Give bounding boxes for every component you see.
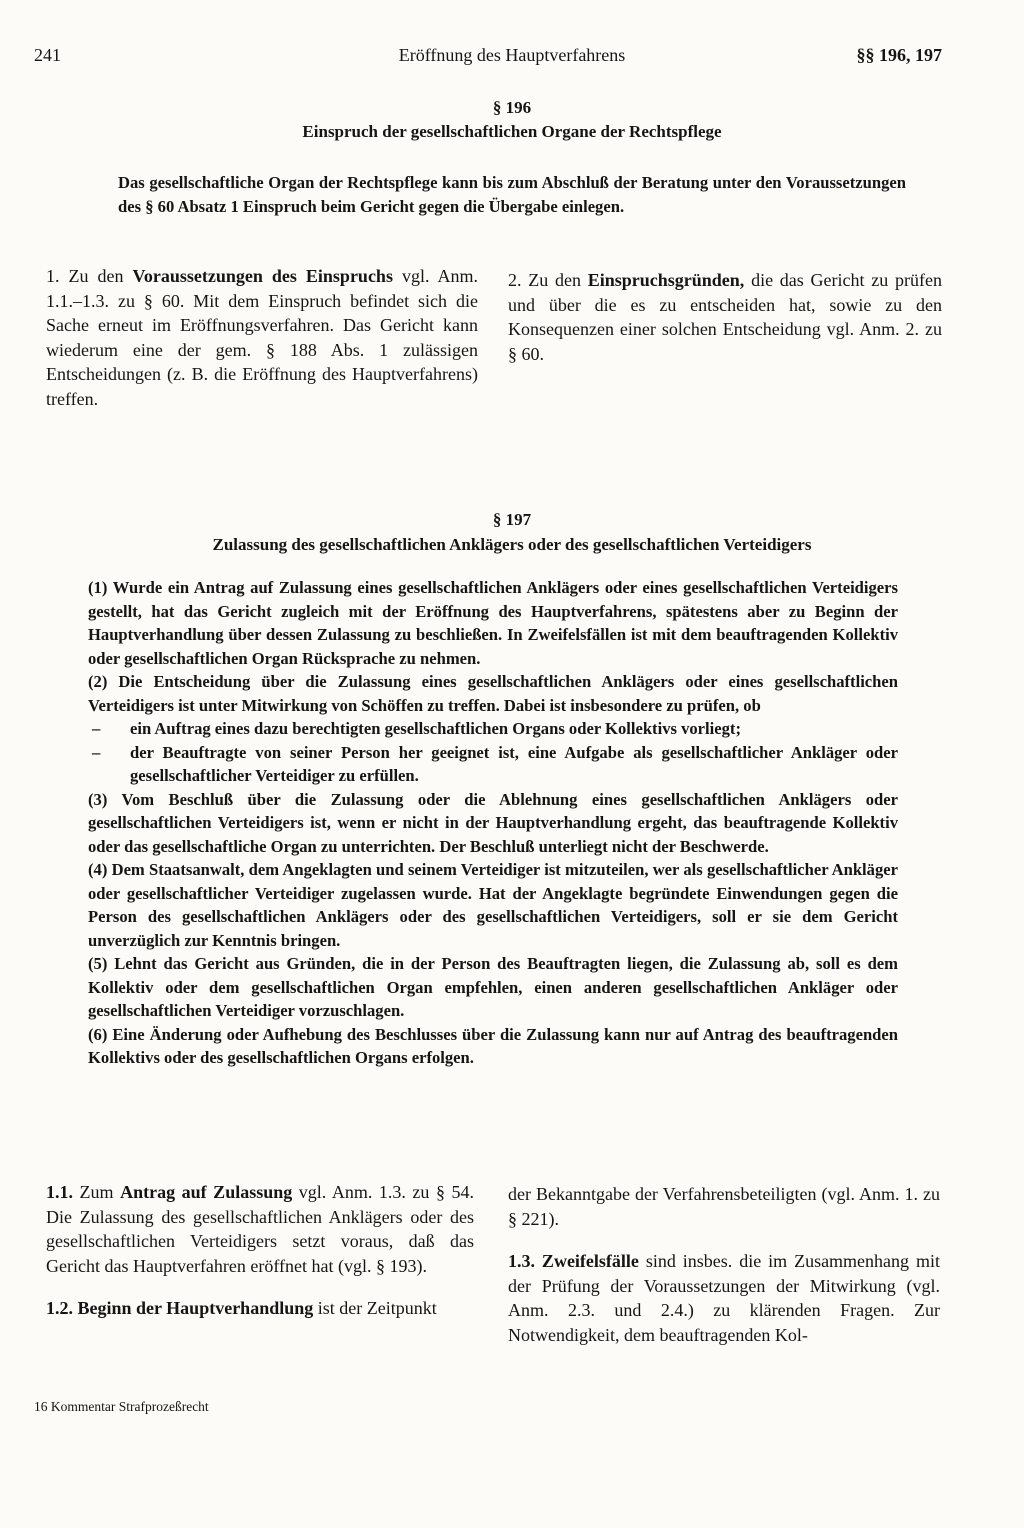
comment-1-2-continued: der Bekanntgabe der Verfahrensbeteiligten (vgl. Anm. 1. zu § 221).: [508, 1184, 940, 1229]
section-197-comment-left: [46, 1180, 474, 1321]
section-196-title: Einspruch der gesellschaftlichen Organe der Rechtspflege: [302, 122, 722, 141]
law-paragraph-5: (5) Lehnt das Gericht aus Gründen, die in der Person des Beauftragten liegen, die Zulassung ab, soll es dem Kollektiv oder dem gesellschaftlichen Organ empfehlen, einen anderen gesellschaftlichen Ankläger oder gesellschaftlichen Verteidiger vorzuschlagen.: [88, 954, 898, 1020]
section-196-law-text: [118, 171, 906, 218]
comment-1-1: 1.1. Zum Antrag auf Zulassung vgl. Anm. 1.3. zu § 54. Die Zulassung des gesellschaftlichen Anklägers oder des gesellschaftlichen Verteidigers setzt voraus, daß das Gericht das Hauptverfahren eröffnet hat (vgl. § 193).: [46, 1182, 475, 1276]
running-title: Eröffnung des Hauptverfahrens: [398, 45, 626, 65]
section-196-comment-1: [46, 264, 478, 411]
section-197-comment-right: [508, 1182, 940, 1347]
section-197-number: § 197: [492, 510, 532, 529]
section-196-paragraph: Das gesellschaftliche Organ der Rechtspflege kann bis zum Abschluß der Beratung unter den Voraussetzungen des § 60 Absatz 1 Einspruch beim Gericht gegen die Übergabe einlegen.: [118, 173, 906, 216]
comment-paragraph: 1. Zu den Voraussetzungen des Einspruchs vgl. Anm. 1.1.–1.3. zu § 60. Mit dem Einspruch befindet sich die Sache erneut im Eröffnungsverfahren. Das Gericht kann wiederum eine der gem. § 188 Abs. 1 zulässigen Entscheidungen (z. B. die Eröffnung des Hauptverfahrens) treffen.: [46, 266, 478, 409]
page-number: 241: [34, 45, 61, 65]
law-paragraph-1: (1) Wurde ein Antrag auf Zulassung eines gesellschaftlichen Anklägers oder eines gesellschaftlichen Verteidigers gestellt, hat das Gericht zugleich mit der Eröffnung des Hauptverfahrens, spätestens aber zu Beginn der Hauptverhandlung über dessen Zulassung zu beschließen. In Zweifelsfällen ist mit dem beauftragenden Kollektiv oder gesellschaftlichen Organ Rücksprache zu nehmen.: [88, 578, 898, 668]
list-item: – der Beauftragte von seiner Person her geeignet ist, eine Aufgabe als gesellschaftlicher Ankläger oder gesellschaftlicher Verteidiger zu erfüllen.: [92, 742, 898, 785]
comment-1-3: 1.3. Zweifelsfälle sind insbes. die im Zusammenhang mit der Prüfung der Voraussetzungen der Mitwirkung (vgl. Anm. 2.3. und 2.4.) zu klärenden Fragen. Zur Notwendigkeit, dem beauftragenden Kol-: [508, 1251, 940, 1345]
comment-1-2: 1.2. Beginn der Hauptverhandlung ist der Zeitpunkt: [46, 1298, 437, 1318]
section-196-number: § 196: [492, 98, 532, 117]
list-item: – ein Auftrag eines dazu berechtigten gesellschaftlichen Organs oder Kollektivs vorliegt;: [92, 719, 741, 738]
law-paragraph-4: (4) Dem Staatsanwalt, dem Angeklagten und seinem Verteidiger ist mitzuteilen, wer als gesellschaftlicher Ankläger oder gesellschaftlicher Verteidiger zugelassen wurde. Hat der Angeklagte begründete Einwendungen gegen die Person des gesellschaftlichen Anklägers oder des gesellschaftlichen Verteidigers, soll er sie dem Gericht unverzüglich zur Kenntnis bringen.: [88, 860, 898, 950]
law-paragraph-2: (2) Die Entscheidung über die Zulassung eines gesellschaftlichen Anklägers oder eines gesellschaftlichen Verteidigers ist unter Mitwirkung von Schöffen zu treffen. Dabei ist insbesondere zu prüfen, ob: [88, 672, 898, 715]
section-197-title: Zulassung des gesellschaftlichen Anklägers oder des gesellschaftlichen Verteidigers: [212, 535, 812, 554]
footer-signature: 16 Kommentar Strafprozeßrecht: [34, 1399, 209, 1414]
law-paragraph-3: (3) Vom Beschluß über die Zulassung oder die Ablehnung eines gesellschaftlichen Anklägers oder gesellschaftlichen Verteidigers ist, wenn er nicht in der Hauptverhandlung ergeht, das beauftragende Kollektiv oder das gesellschaftliche Organ zu unterrichten. Der Beschluß unterliegt nicht der Beschwerde.: [88, 789, 898, 856]
comment-paragraph: 2. Zu den Einspruchsgründen, die das Gericht zu prüfen und über die es zu entscheiden hat, sowie zu den Konsequenzen einer solchen Entscheidung vgl. Anm. 2. zu § 60.: [508, 270, 942, 364]
section-197-law-text: [88, 576, 898, 1070]
header-sections: §§ 196, 197: [856, 45, 942, 65]
section-196-comment-2: [508, 268, 942, 366]
law-paragraph-6: (6) Eine Änderung oder Aufhebung des Beschlusses über die Zulassung kann nur auf Antrag des beauftragenden Kollektivs oder des gesellschaftlichen Organs erfolgen.: [88, 1024, 898, 1067]
law-paragraph-2-list: [88, 717, 898, 788]
